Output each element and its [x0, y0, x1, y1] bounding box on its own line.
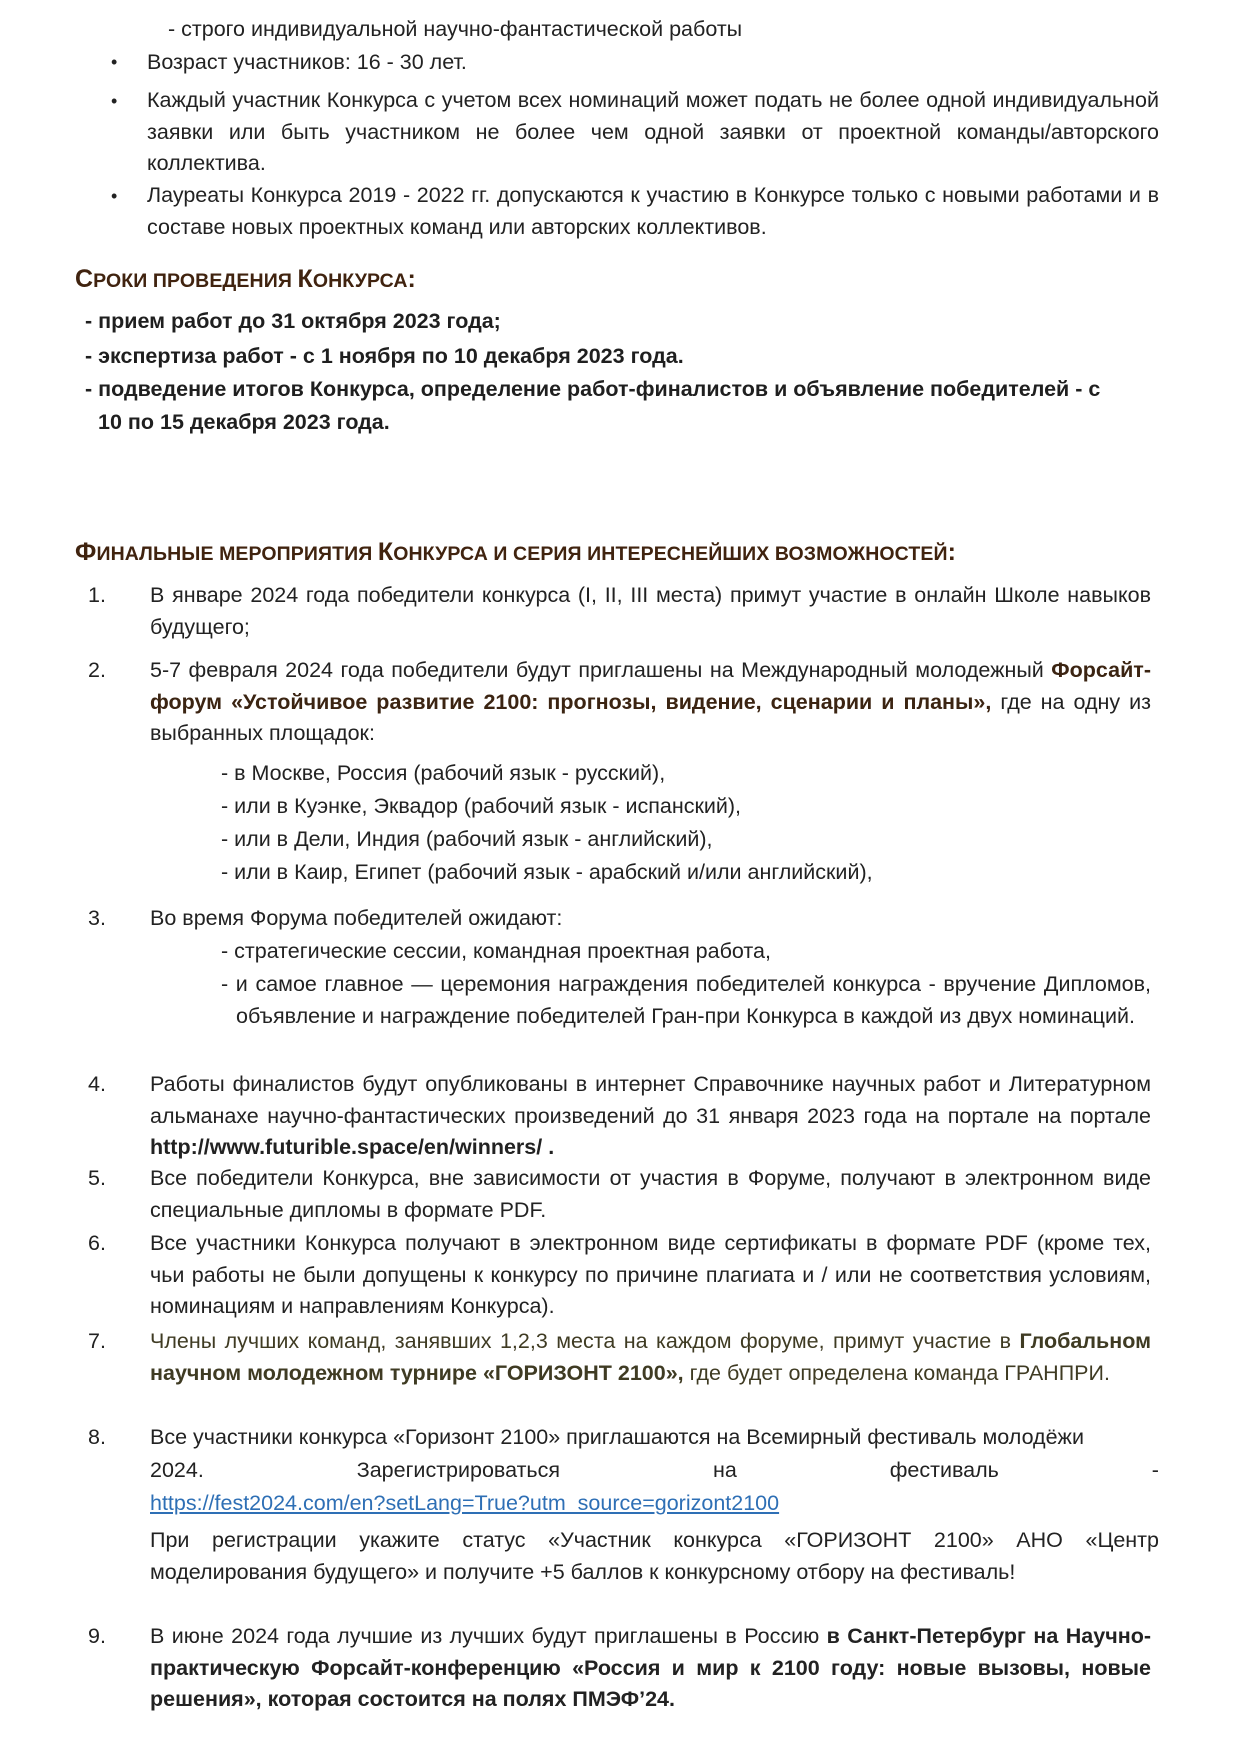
list-number: 8. [88, 1425, 106, 1449]
dates-item-expertise: - экспертиза работ - с 1 ноября по 10 декабря 2023 года. [85, 344, 684, 368]
eligibility-bullet-one-application: Каждый участник Конкурса с учетом всех номинаций может подать не более одной индивидуальной заявки или быть участником не более чем одной заявки от проектной команды/авторского коллектива. [147, 88, 1159, 175]
list-number: 7. [88, 1329, 106, 1353]
dates-heading: СРОКИ ПРОВЕДЕНИЯ КОНКУРСА: [75, 265, 416, 293]
list-number: 5. [88, 1166, 106, 1190]
list-number: 9. [88, 1624, 106, 1648]
list-number: 6. [88, 1231, 106, 1255]
list-number: 3. [88, 906, 106, 930]
finals-item-diplomas: Все победители Конкурса, вне зависимости от участия в Форуме, получают в электронном виде специальные дипломы в формате PDF. [150, 1166, 1151, 1222]
bullet-icon: • [111, 91, 118, 111]
festival-registration-note: При регистрации укажите статус «Участник конкурса «ГОРИЗОНТ 2100» АНО «Центр моделирования будущего» и получите +5 баллов к конкурсному отбору на фестиваль! [150, 1528, 1159, 1584]
dates-item-submission: - прием работ до 31 октября 2023 года; [85, 309, 501, 333]
dates-item-results-cont: 10 по 15 декабря 2023 года. [98, 410, 390, 434]
forum-expect-ceremony: - и самое главное — церемония награждения победителей конкурса - вручение Дипломов, объявление и награждение победителей Гран-при Конкурса в каждой из двух номинаций. [221, 972, 1151, 1028]
winners-url[interactable]: http://www.futurible.space/en/winners/ . [150, 1135, 555, 1159]
festival-registration-link[interactable]: https://fest2024.com/en?setLang=True?utm_source=gorizont2100 [150, 1491, 780, 1515]
eligibility-bullet-age: Возраст участников: 16 - 30 лет. [147, 50, 467, 74]
festival-register-line: 2024. Зарегистрироваться на фестиваль - [150, 1458, 1159, 1482]
finals-item-certificates: Все участники Конкурса получают в электронном виде сертификаты в формате PDF (кроме тех, чьи работы не были допущены к конкурсу по причине плагиата и / или не соответствия условиям, номинациям и направлениям Конкурса). [150, 1231, 1151, 1318]
festival-link[interactable] [150, 1488, 779, 1520]
finals-item-forum-expect: Во время Форума победителей ожидают: [150, 906, 563, 930]
bullet-icon: • [111, 52, 118, 72]
finals-heading: ФИНАЛЬНЫЕ МЕРОПРИЯТИЯ КОНКУРСА И СЕРИЯ ИНТЕРЕСНЕЙШИХ ВОЗМОЖНОСТЕЙ: [75, 538, 957, 566]
finals-item-forum: 5-7 февраля 2024 года победители будут приглашены на Международный молодежный Форсайт-форум «Устойчивое развитие 2100: прогнозы, видение, сценарии и планы», где на одну из выбранных площадок: [150, 658, 1151, 745]
venue-cuenca: - или в Куэнке, Эквадор (рабочий язык - испанский), [221, 794, 741, 818]
finals-item-tournament: Члены лучших команд, занявших 1,2,3 места на каждом форуме, примут участие в Глобальном научном молодежном турнире «ГОРИЗОНТ 2100», где будет определена команда ГРАНПРИ. [150, 1329, 1151, 1385]
dates-item-results: - подведение итогов Конкурса, определение работ-финалистов и объявление победителей - с [85, 377, 1101, 401]
finals-item-school: В январе 2024 года победители конкурса (I, II, III места) примут участие в онлайн Школе навыков будущего; [150, 583, 1151, 639]
eligibility-bullet-laureates: Лауреаты Конкурса 2019 - 2022 гг. допускаются к участию в Конкурсе только с новыми работами и в составе новых проектных команд или авторских коллективов. [147, 183, 1159, 239]
list-number: 1. [88, 583, 106, 607]
finals-item-publication: Работы финалистов будут опубликованы в интернет Справочнике научных работ и Литературном альманахе научно-фантастических произведений до 31 января 2023 года на портале на портале http://www.futurible.space/en/winners/ . [150, 1072, 1151, 1159]
eligibility-sub-item: - строго индивидуальной научно-фантастической работы [168, 17, 743, 41]
venue-moscow: - в Москве, Россия (рабочий язык - русский), [221, 761, 666, 785]
list-number: 4. [88, 1072, 106, 1096]
list-number: 2. [88, 658, 106, 682]
finals-item-conference: В июне 2024 года лучшие из лучших будут приглашены в Россию в Санкт-Петербург на Научно-практическую Форсайт-конференцию «Россия и мир к 2100 году: новые вызовы, новые решения», которая состоится на полях ПМЭФ’24. [150, 1624, 1151, 1711]
bullet-icon: • [111, 186, 118, 206]
forum-expect-sessions: - стратегические сессии, командная проектная работа, [221, 939, 771, 963]
finals-item-festival: Все участники конкурса «Горизонт 2100» приглашаются на Всемирный фестиваль молодёжи [150, 1425, 1084, 1449]
venue-cairo: - или в Каир, Египет (рабочий язык - арабский и/или английский), [221, 860, 873, 884]
venue-delhi: - или в Дели, Индия (рабочий язык - английский), [221, 827, 713, 851]
